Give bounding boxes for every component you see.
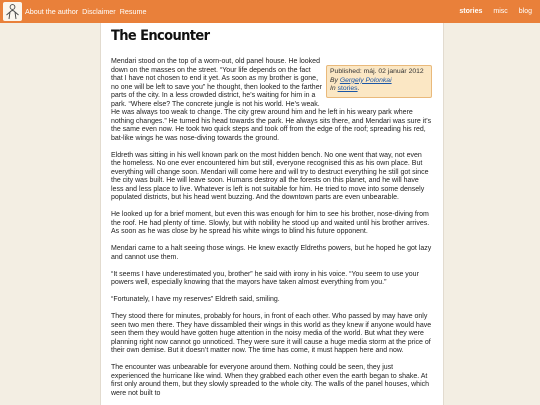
meta-float-spacer — [324, 58, 432, 102]
article — [100, 23, 444, 405]
paragraph: He looked up for a brief moment, but even this was enough for him to see his brother, nose-diving from the roof. He had plenty of time. Slowly, but with nobility he stood up and waited until his brother arrives. As soon as he was close by he spread his white wings to blind his future opponent. — [111, 211, 430, 235]
top-navigation-bar — [0, 0, 540, 23]
published-date: Published: máj. 02 január 2012 — [330, 68, 424, 75]
article-body — [111, 58, 432, 405]
author-link[interactable]: Gergely Polonkai — [339, 76, 392, 84]
paragraph: They stood there for minutes, probably for hours, in front of each other. Who passed by may have only seen two men there. They have dissambled their wings in this world as they knew if anyone would have seen them they would have gotten huge attention in the noisy media of the world. But what they were planning right now cannot go unnoticed. They were sure it will cause a huge media storm at the price of their own demise. But it doesn’t matter now. The time has come, it must happen here and now. — [111, 313, 432, 354]
paragraph: Mendari came to a halt seeing those wings. He knew exactly Eldreths powers, but he hoped he got lazy and cannot use them. — [111, 245, 432, 261]
paragraph: Eldreth was sitting in his well known park on the most hidden bench. No one went that way, not even the homeless. No one ever encountered him but still, everyone recognised this as his own place. But everything will change soon. Mendari will come here and will try to destruct everything he still got since the city was built. He will leave soon. Humans destroy all the forests on this planet, and he will have less and less place to live. Whatever is left is not suitable for him. He tried to move into some densely populated districts, but his head went buzzing. And the downtown parts are even unbearable. — [111, 151, 429, 201]
paragraph: Mendari stood on the top of a worn-out, old panel house. He looked down on the masses on the street. “Your life depends on the fact that I have not chosen to end it yet. As soon as my brother is gone, no one will be left to save you” he thought, then looked to the farther parts of the city. In a less crowded district, he’s waiting for him in a park. “Where else? The concrete jungle is not his world. He’s weak. He was always too weak to change. The city grew around him and he left in his weary park where nothing changes.” He turned his head towards the park. He always sits there, and Mendari was sure it’s the same even now. He took two quick steps and took off from the edge of the roof; spreading his red, bat-like wings he was nose-diving towards the ground. — [111, 58, 432, 142]
nav-link-stories[interactable]: stories — [459, 8, 483, 15]
paragraph: The encounter was unbearable for everyone around them. Nothing could be seen, they just experienced the hurricane like wind. When they grabbed each other even the earth began to shake. At first only around them, but they slowly spreaded to the whole city. The walls of the panel houses, which were not built to — [111, 364, 430, 397]
nav-link-about-the-author[interactable]: About the author — [25, 7, 79, 16]
category-link[interactable]: stories — [337, 85, 358, 93]
nav-link-disclaimer[interactable]: Disclaimer — [82, 7, 116, 16]
in-prefix: In — [330, 85, 336, 93]
by-prefix: By — [330, 76, 338, 84]
paragraph: “Fortunately, I have my reserves” Eldreth said, smiling. — [111, 296, 280, 303]
nav-link-blog[interactable]: blog — [518, 8, 532, 15]
category-suffix: . — [357, 85, 360, 93]
primary-nav — [25, 0, 150, 23]
paragraph: “It seems I have underestimated you, brother” he said with irony in his voice. “You seem to use your powers well, especially knowing that the mayors have taken almost everything from you.” — [111, 270, 419, 286]
nav-link-resume[interactable]: Resume — [119, 7, 147, 16]
article-title: The Encounter — [111, 28, 210, 44]
section-nav — [448, 0, 532, 23]
site-logo-icon[interactable] — [3, 2, 22, 21]
nav-link-misc[interactable]: misc — [493, 8, 508, 15]
